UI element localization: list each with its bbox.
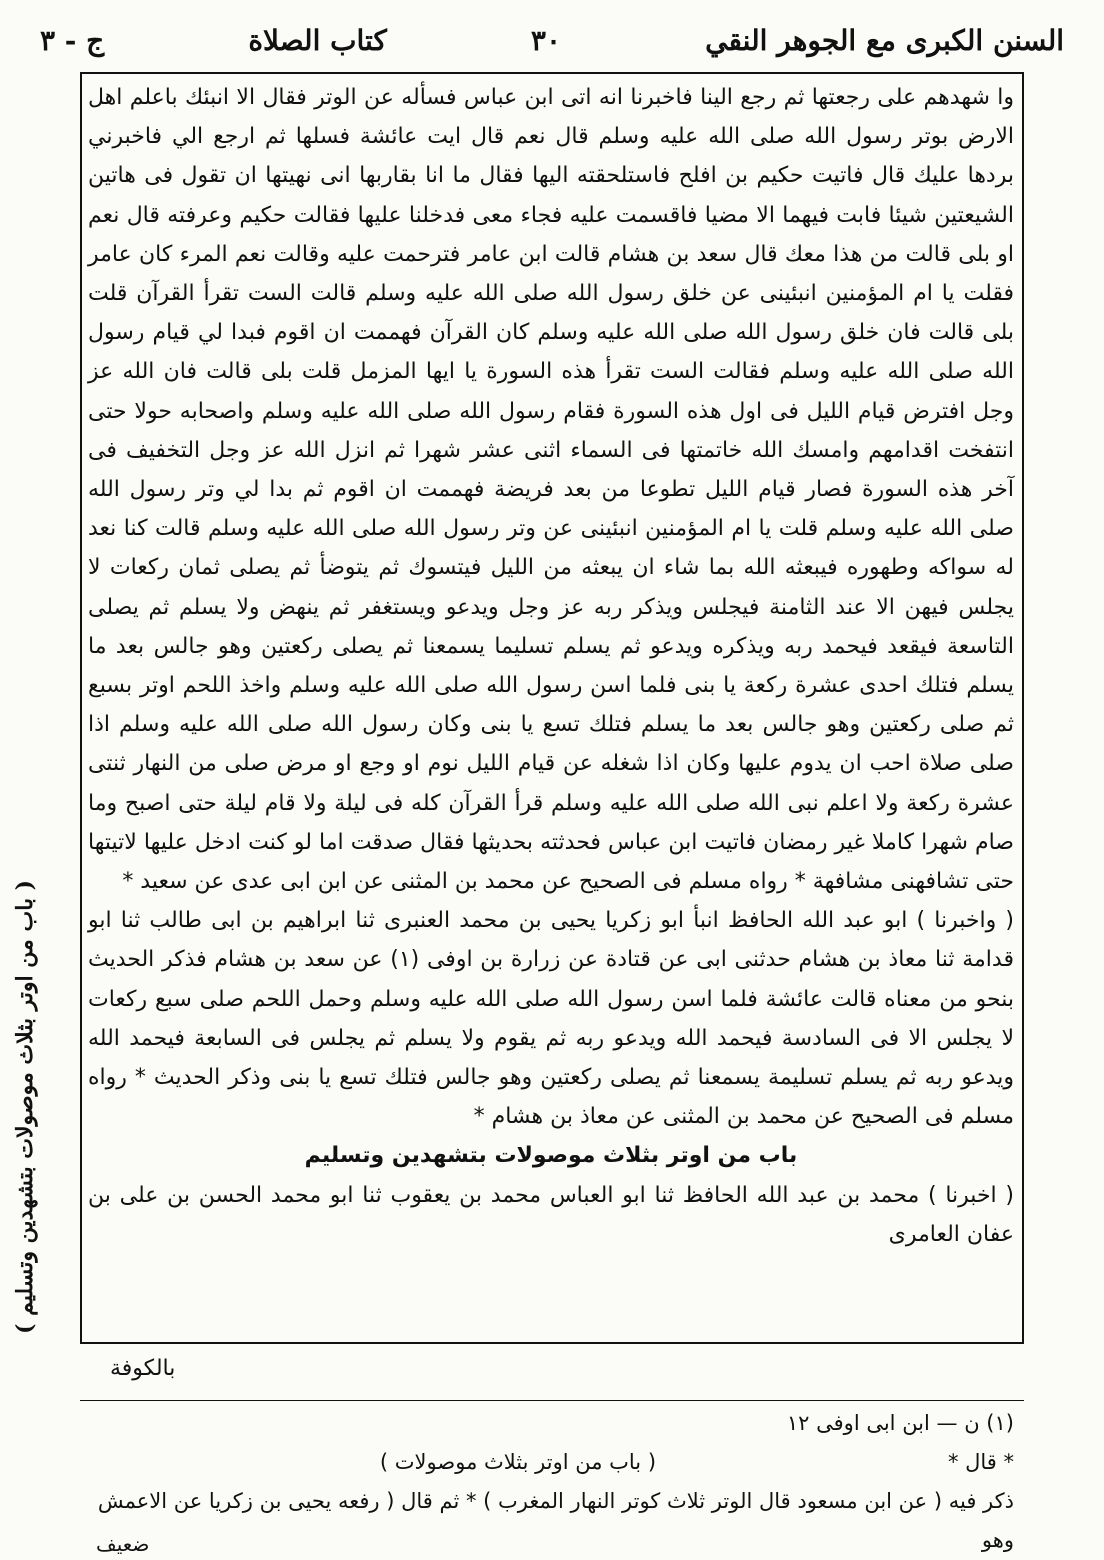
footnote-qala: * قال * (947, 1450, 1014, 1474)
paragraph-3: ( اخبرنا ) محمد بن عبد الله الحافظ ثنا ابو العباس محمد بن يعقوب ثنا ابو محمد الحسن بن على بن عفان العامرى (88, 1182, 1014, 1247)
catchword: ضعيف (96, 1532, 150, 1556)
continuation-word: بالكوفة (110, 1356, 176, 1381)
paragraph-2: ( واخبرنا ) ابو عبد الله الحافظ انبأ ابو زكريا يحيى بن محمد العنبرى ثنا ابراهيم بن ابى طالب ثنا ابو قدامة ثنا معاذ بن هشام حدثنى ابى عن قتادة عن زرارة بن اوفى (١) عن سعد بن هشام فذكر الحديث بنحو من معناه قالت عائشة فلما اسن رسول الله صلى الله عليه وسلم وحمل اللحم صلى سبع ركعات لا يجلس الا فى السادسة فيحمد الله ويدعو ربه ثم يقوم ولا يسلم ثم يجلس فى السابعة فيحمد الله ويدعو ربه ثم يسلم تسليمة يسمعنا ثم يصلى ركعتين وهو جالس فتلك تسع يا بنى وذكر الحديث * رواه مسلم فى الصحيح عن محمد بن المثنى عن معاذ بن هشام * (88, 908, 1014, 1130)
margin-note: ( باب من اوتر بثلاث موصولات بتشهدين وتسليم ) (12, 880, 38, 1335)
chapter-title: كتاب الصلاة (248, 23, 387, 57)
book-title: السنن الكبرى مع الجوهر النقي (705, 23, 1064, 57)
footnote-heading-row (88, 1443, 1014, 1482)
volume-label: ج - ٣ (40, 23, 105, 57)
page-header (40, 14, 1064, 66)
footnote-divider (80, 1400, 1024, 1401)
paragraph-1: وا شهدهم على رجعتها ثم رجع الينا فاخبرنا انه اتى ابن عباس فسأله عن الوتر فقال الا انبئك باعلم اهل الارض بوتر رسول الله صلى الله عليه وسلم قال نعم قال ايت عائشة فسلها ثم ارجع الي فاخبرني بردها عليك قال فاتيت حكيم بن افلح فاستلحقته اليها فقال ما انا بقاربها انى نهيتها ان تقول فى هاتين الشيعتين شيئا فابت فيهما الا مضيا فاقسمت عليه فجاء معى فدخلنا عليها فقالت حكيم وعرفته قال نعم او بلى قالت من هذا معك قال سعد بن هشام قالت ابن عامر فترحمت عليه وقالت نعم المرء كان عامر فقلت يا ام المؤمنين انبئينى عن خلق رسول الله صلى الله عليه وسلم قالت الست تقرأ القرآن قلت بلى قالت فان خلق رسول الله صلى الله عليه وسلم كان القرآن فهممت ان اقوم فبدا لي قيام رسول الله صلى الله عليه وسلم فقالت الست تقرأ هذه السورة يا ايها المزمل قلت بلى قالت فان الله عز وجل افترض قيام الليل فى اول هذه السورة فقام رسول الله صلى الله عليه وسلم واصحابه حولا حتى انتفخت اقدامهم وامسك الله خاتمتها فى السماء اثنى عشر شهرا ثم انزل الله عز وجل التخفيف فى آخر هذه السورة فصار قيام الليل تطوعا من بعد فريضة فهممت ان اقوم ثم بدا لي وتر رسول الله صلى الله عليه وسلم قلت يا ام المؤمنين انبئينى عن وتر رسول الله صلى الله عليه وسلم قالت كنا نعد له سواكه وطهوره فيبعثه الله بما شاء ان يبعثه من الليل فيتسوك ثم يتوضأ ثم يصلى ثمان ركعات لا يجلس فيهن الا عند الثامنة فيجلس ويذكر ربه عز وجل ويدعو ويستغفر ثم ينهض ولا يسلم ثم يصلى التاسعة فيقعد فيحمد ربه ويذكره ويدعو ثم يسلم تسليما يسمعنا ثم يصلى ركعتين وهو جالس بعد ما يسلم فتلك احدى عشرة ركعة يا بنى فلما اسن رسول الله صلى الله عليه وسلم واخذ اللحم اوتر بسبع ثم صلى ركعتين وهو جالس بعد ما يسلم فتلك تسع يا بنى وكان رسول الله صلى الله عليه وسلم اذا صلى صلاة احب ان يدوم عليها وكان اذا شغله عن قيام الليل نوم او وجع او مرض صلى من النهار ثنتى عشرة ركعة ولا اعلم نبى الله صلى الله عليه وسلم قرأ القرآن كله فى ليلة ولا قام ليلة حتى اصبح وما صام شهرا كاملا غير رمضان فاتيت ابن عباس فحدثته بحديثها فقال صدقت اما لو كنت ادخل عليها لاتيتها حتى تشافهنى مشافهة * رواه مسلم فى الصحيح عن محمد بن المثنى عن ابن ابى عدى عن سعيد * (88, 85, 1014, 895)
chapter-heading: باب من اوتر بثلاث موصولات بتشهدين وتسليم (304, 1143, 798, 1169)
footnotes (88, 1404, 1014, 1560)
footnote-1: (١) ن — ابن ابى اوفى ١٢ (786, 1411, 1014, 1435)
page-number: ٣٠ (530, 23, 561, 57)
footnote-text: ذكر فيه ( عن ابن مسعود قال الوتر ثلاث كوتر النهار المغرب ) * ثم قال ( رفعه يحيى بن زكريا عن الاعمش وهو (97, 1489, 1014, 1552)
main-text (88, 78, 1014, 1254)
footnote-chapter-heading: ( باب من اوتر بثلاث موصولات ) (379, 1450, 657, 1474)
